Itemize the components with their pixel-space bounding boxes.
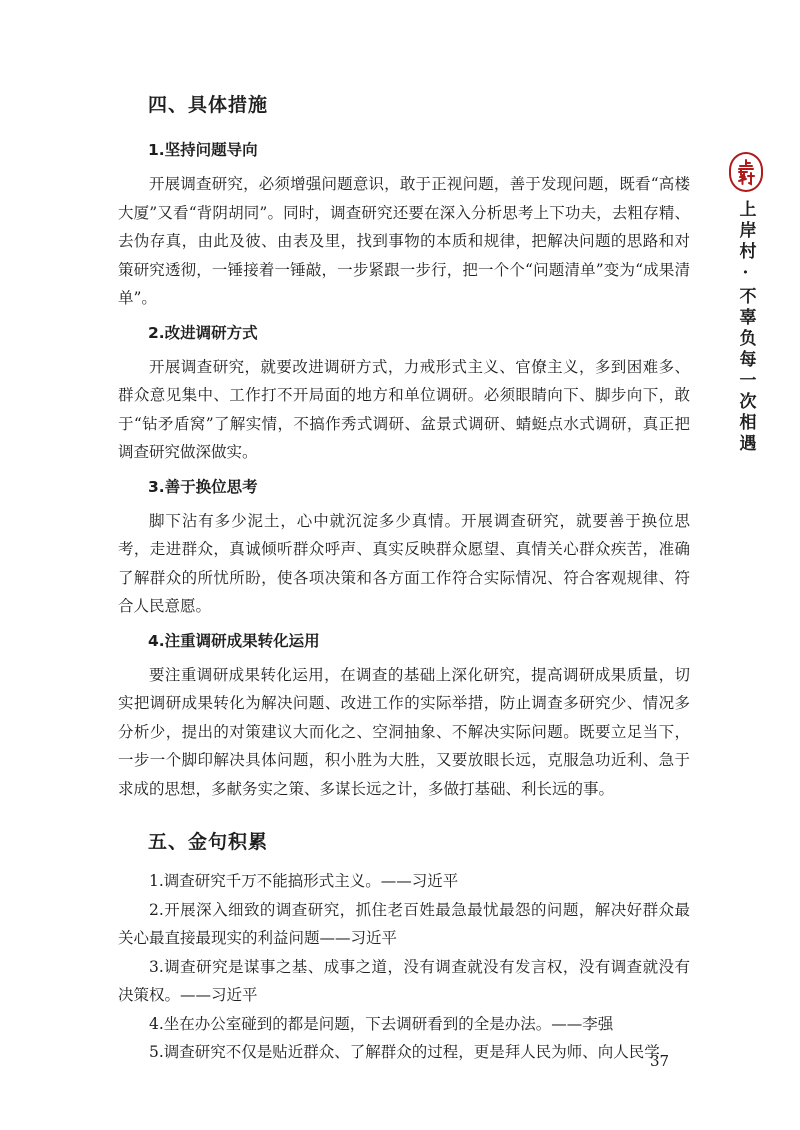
- quote-item: 5.调查研究不仅是贴近群众、了解群众的过程，更是拜人民为师、向人民学: [149, 1043, 660, 1061]
- brand-seal-logo: [729, 152, 763, 192]
- measure-1-title: 1.坚持问题导向: [148, 141, 258, 159]
- measure-2-title: 2.改进调研方式: [148, 323, 258, 342]
- section-5-heading: 五、金句积累: [148, 831, 269, 853]
- measure-4-body: 要注重调研成果转化运用，在调查的基础上深化研究，提高调研成果质量，切实把调研成果转化为解决问题、改进工作的实际举措，防止调查多研究少、情况多分析少，提出的对策建议大而化之、空洞抽象、不解决实际问题。既要立足当下，一步一个脚印解决具体问题，积小胜为大胜，又要放眼长远，克服急功近利、急于求成的思想，多献务实之策、多谋长远之计，多做打基础、利长远的事。: [118, 665, 690, 798]
- page-number: 37: [650, 1052, 670, 1070]
- measure-4-title: 4.注重调研成果转化运用: [148, 631, 320, 650]
- measure-1-body: 开展调查研究，必须增强问题意识，敢于正视问题，善于发现问题，既看“高楼大厦”又看“背阴胡同”。同时，调查研究还要在深入分析思考上下功夫，去粗存精、去伪存真，由此及彼、由表及里，找到事物的本质和规律，把解决问题的思路和对策研究透彻，一锤接着一锤敲，一步紧跟一步行，把一个个“问题清单”变为“成果清单”。: [118, 175, 690, 307]
- side-branding: [726, 152, 766, 455]
- quote-item: 3.调查研究是谋事之基、成事之道，没有调查就没有发言权，没有调查就没有决策权。——习近平: [118, 957, 690, 1004]
- measure-3-title: 3.善于换位思考: [148, 477, 258, 496]
- seal-glyph-icon: [735, 158, 757, 186]
- quote-item: 1.调查研究千万不能搞形式主义。——习近平: [149, 872, 459, 890]
- measure-2-body: 开展调查研究，就要改进调研方式，力戒形式主义、官僚主义，多到困难多、群众意见集中、工作打不开局面的地方和单位调研。必须眼睛向下、脚步向下，敢于“钻矛盾窝”了解实情，不搞作秀式调研、盆景式调研、蜻蜓点水式调研，真正把调查研究做深做实。: [118, 357, 690, 461]
- quote-item: 2.开展深入细致的调查研究，抓住老百姓最急最忧最怨的问题，解决好群众最关心最直接最现实的利益问题——习近平: [118, 900, 690, 947]
- section-4-heading: 四、具体措施: [148, 94, 269, 116]
- measure-3-body: 脚下沾有多少泥土，心中就沉淀多少真情。开展调查研究，就要善于换位思考，走进群众，真诚倾听群众呼声、真实反映群众愿望、真情关心群众疾苦，准确了解群众的所忧所盼，使各项决策和各方面工作符合实际情况、符合客观规律、符合人民意愿。: [118, 511, 690, 615]
- page-content: [118, 88, 690, 1067]
- quote-item: 4.坐在办公室碰到的都是问题，下去调研看到的全是办法。——李强: [149, 1014, 614, 1033]
- brand-slogan: 上岸村·不辜负每一次相遇: [735, 200, 756, 455]
